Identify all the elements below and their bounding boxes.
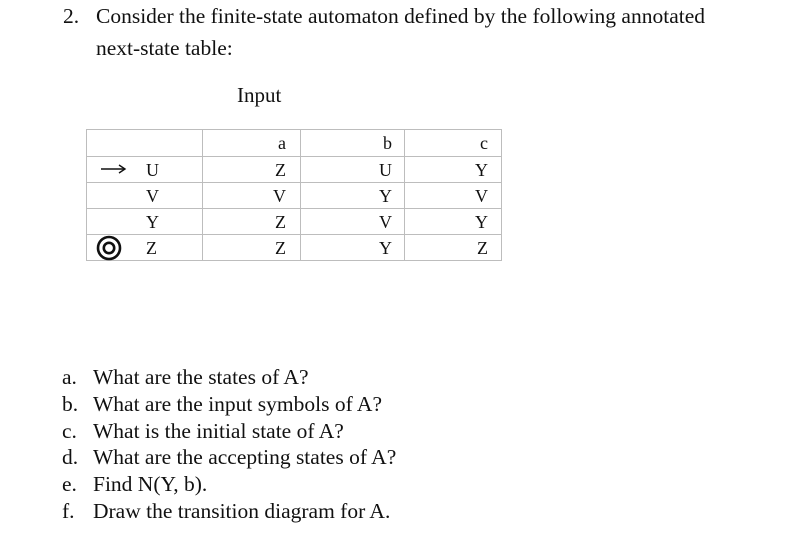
row-next-b: Y <box>301 235 405 261</box>
table-row <box>87 235 502 261</box>
row-state-cell: Z <box>139 235 203 261</box>
question-letter: d. <box>62 445 79 470</box>
row-next-a: Z <box>203 209 301 235</box>
list-item <box>62 365 396 392</box>
row-next-c: Y <box>405 209 502 235</box>
header-input-a: a <box>203 130 301 157</box>
question-text: What are the input symbols of A? <box>93 391 382 416</box>
row-next-a: V <box>203 183 301 209</box>
question-letter: a. <box>62 365 77 389</box>
accepting-state-double-circle-icon <box>96 235 122 261</box>
list-item <box>62 419 396 446</box>
problem-statement-line-2: next-state table: <box>96 36 233 60</box>
row-state-cell: V <box>139 183 203 209</box>
header-mark-cell <box>87 130 140 157</box>
row-next-c: Z <box>405 235 502 261</box>
header-input-c: c <box>405 130 502 157</box>
row-next-b: V <box>301 209 405 235</box>
question-letter: b. <box>62 391 79 416</box>
row-next-c: V <box>405 183 502 209</box>
header-state-cell <box>139 130 203 157</box>
list-item <box>62 445 396 472</box>
problem-number: 2. <box>63 4 80 28</box>
row-marker-cell <box>87 235 140 261</box>
question-letter: e. <box>62 472 77 497</box>
list-item <box>62 392 396 419</box>
table-row <box>87 183 502 209</box>
initial-state-arrow-icon <box>99 161 129 177</box>
next-state-table <box>86 129 502 261</box>
header-input-b: b <box>301 130 405 157</box>
problem-statement-line-1 <box>63 4 705 29</box>
problem-text-1: Consider the finite-state automaton defined by the following annotated <box>96 4 706 28</box>
row-state-cell: U <box>139 157 203 183</box>
table-header-row <box>87 130 502 157</box>
row-next-b: U <box>301 157 405 183</box>
row-next-b: Y <box>301 183 405 209</box>
row-marker-cell <box>87 183 140 209</box>
question-text: Draw the transition diagram for A. <box>93 498 391 523</box>
list-item <box>62 472 396 499</box>
question-text: What is the initial state of A? <box>93 418 344 443</box>
table-row <box>87 209 502 235</box>
question-list <box>62 365 396 526</box>
row-state-cell: Y <box>139 209 203 235</box>
input-label: Input <box>237 83 282 107</box>
question-letter: f. <box>62 498 75 523</box>
row-marker-cell <box>87 209 140 235</box>
row-next-c: Y <box>405 157 502 183</box>
question-letter: c. <box>62 418 77 443</box>
row-next-a: Z <box>203 157 301 183</box>
question-text: What are the states of A? <box>93 365 309 389</box>
question-text: Find N(Y, b). <box>93 472 208 497</box>
question-text: What are the accepting states of A? <box>93 445 397 470</box>
row-next-a: Z <box>203 235 301 261</box>
row-marker-cell <box>87 157 140 183</box>
list-item <box>62 499 396 526</box>
table-row <box>87 157 502 183</box>
